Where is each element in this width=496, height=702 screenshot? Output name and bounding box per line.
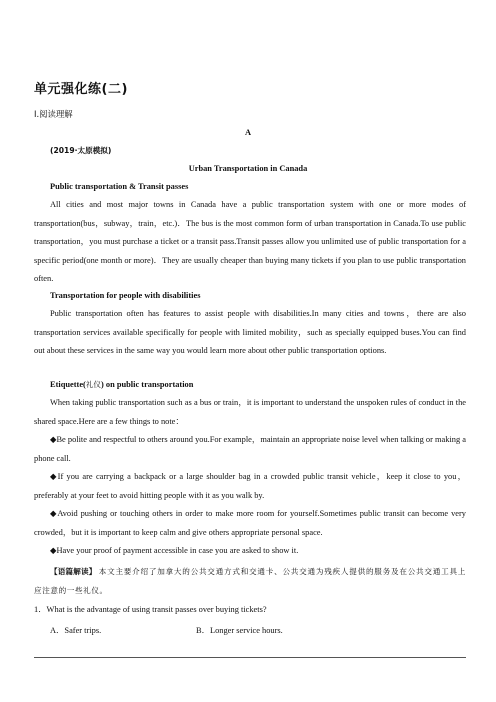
bullet-polite: ◆Be polite and respectful to others around you.For example，maintain an appropriate noise level when talking or making a phone call. xyxy=(34,435,466,463)
passage-letter: A xyxy=(244,128,252,137)
bullet-payment: ◆Have your proof of payment accessible in case you are asked to show it. xyxy=(50,546,299,555)
page-title: 单元强化练(二) xyxy=(34,82,128,97)
heading-transit-passes: Public transportation & Transit passes xyxy=(50,182,189,191)
heading-etiquette: Etiquette(礼仪) on public transportation xyxy=(50,380,194,389)
section-heading: Ⅰ.阅读理解 xyxy=(34,109,73,119)
paragraph-transit-passes: All cities and most major towns in Canada have a public transportation system with one or more modes of transportation(bus，subway，train，etc.)．The bus is the most common form of urban transportation in Canada.To use public transportation，you must purchase a ticket or a transit pass.Transit passes allow you unlimited use of public transportation for a specific period(one month or more)．They are usually cheaper than buying many tickets if you plan to use public transportation often. xyxy=(34,200,466,283)
question-1-option-b: B．Longer service hours. xyxy=(196,626,283,635)
bullet-pushing: ◆Avoid pushing or touching others in order to make more room for yourself.Sometimes public transit can become very crowded，but it is important to keep calm and give others appropriate personal space. xyxy=(34,509,466,537)
source-note: (2019·太原模拟) xyxy=(50,146,112,155)
passage-title: Urban Transportation in Canada xyxy=(188,164,308,173)
question-1: 1．What is the advantage of using transit passes over buying tickets? xyxy=(34,605,267,614)
passage-summary: 【语篇解读】 本文主要介绍了加拿大的公共交通方式和交通卡、公共交通为残疾人提供的服务及在公共交通工具上应注意的一些礼仪。 xyxy=(34,567,466,595)
question-1-option-a: A．Safer trips. xyxy=(50,626,102,635)
bullet-backpack: ◆If you are carrying a backpack or a large shoulder bag in a crowded public transit vehicle，keep it close to you，preferably at your feet to avoid hitting people with it as you walk by. xyxy=(34,472,466,500)
footer-rule xyxy=(34,657,466,658)
paragraph-disabilities: Public transportation often has features to assist people with disabilities.In many cities and towns，there are also transportation services available specifically for people with limited mobility，such as specially equipped buses.You can find out about these services in the same way you would learn more about other public transportation options. xyxy=(34,309,466,355)
paragraph-etiquette: When taking public transportation such as a bus or train，it is important to understand the unspoken rules of conduct in the shared space.Here are a few things to note： xyxy=(34,398,466,426)
heading-disabilities: Transportation for people with disabilities xyxy=(50,291,201,300)
